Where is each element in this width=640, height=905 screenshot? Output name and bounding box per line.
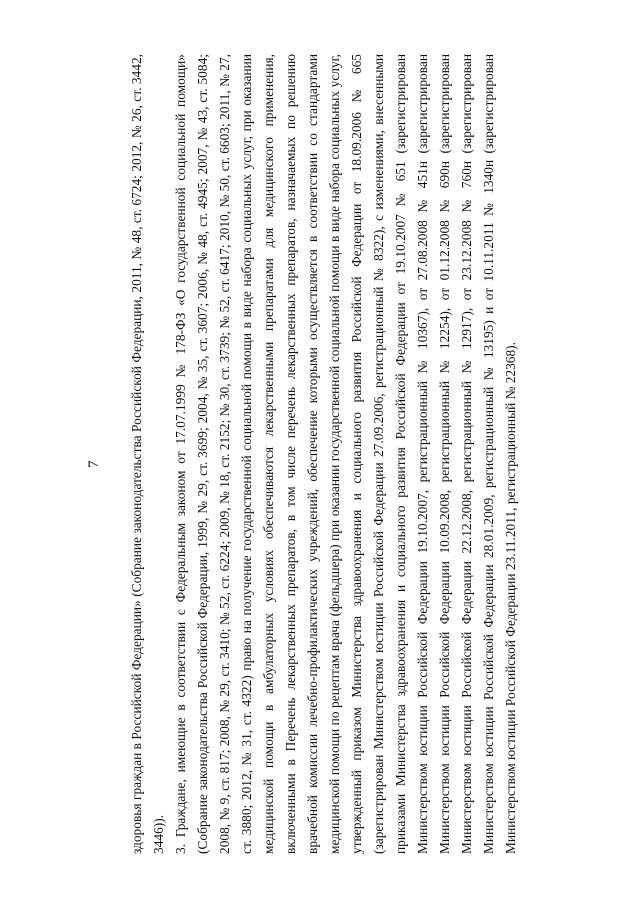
page-number: 7 — [86, 460, 102, 468]
document-body — [126, 54, 522, 854]
paragraph-3: 3. Граждане, имеющие в соответствии с Федеральным законом от 17.07.1999 № 178-ФЗ «О государственной социальной помощи» (Собрание законодательства Российской Федерации, 1999, № 29, ст. 3699; 2004, № 35, ст. 3607; 2006, № 48, ст. 4945; 2007, № 43, ст. 5084; 2008, № 9, ст. 817; 2008, № 29, ст. 3410; № 52, ст. 6224; 2009, № 18, ст. 2152; № 30, ст. 3739; № 52, ст. 6417; 2010, № 50, ст. 6603; 2011, № 27, ст. 3880; 2012, № 31, ст. 4322) право на получение государственной социальной помощи в виде набора социальных услуг, при оказании медицинской помощи в амбулаторных условиях обеспечиваются лекарственными препаратами для медицинского применения, включенными в Перечень лекарственных препаратов, в том числе перечень лекарственных препаратов, назначаемых по решению врачебной комиссии лечебно-профилактических учреждений, обеспечение которыми осуществляется в соответствии со стандартами медицинской помощи по рецептам врача (фельдшера) при оказании государственной социальной помощи в виде набора социальных услуг, утвержденный приказом Министерства здравоохранения и социального развития Российской Федерации от 18.09.2006 № 665 (зарегистрирован Министерством юстиции Российской Федерации 27.09.2006, регистрационный № 8322), с изменениями, внесенными приказами Министерства здравоохранения и социального развития Российской Федерации от 19.10.2007 № 651 (зарегистрирован Министерством юстиции Российской Федерации 19.10.2007, регистрационный № 10367), от 27.08.2008 № 451н (зарегистрирован Министерством юстиции Российской Федерации 10.09.2008, регистрационный № 12254), от 01.12.2008 № 690н (зарегистрирован Министерством юстиции Российской Федерации 22.12.2008, регистрационный № 12917), от 23.12.2008 № 760н (зарегистрирован Министерством юстиции Российской Федерации 28.01.2009, регистрационный № 13195) и от 10.11.2011 № 1340н (зарегистрирован Министерством юстиции Российской Федерации 23.11.2011, регистрационный № 22368). — [173, 54, 518, 854]
paragraph-continuation: здоровья граждан в Российской Федерации» (Собрание законодательства Российской Федерации, 2011, № 48, ст. 6724; 2012, № 26, ст. 3442, 3446)). — [129, 54, 166, 854]
